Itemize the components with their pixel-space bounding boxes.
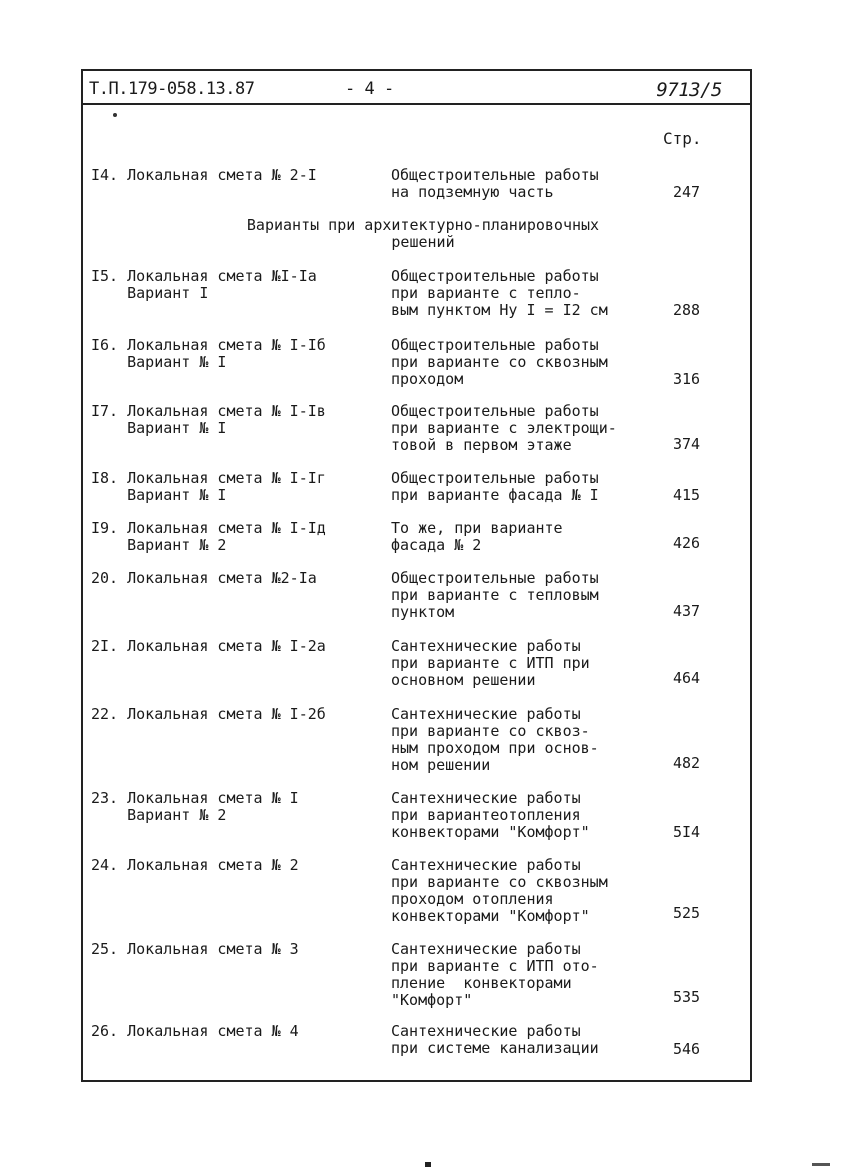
entry-page: 415 [673, 486, 701, 504]
margin-dot [113, 113, 117, 117]
page-column-header: Стр. [663, 129, 702, 148]
entry-name: 24. Локальная смета № 2 [91, 856, 299, 874]
entry-name: 25. Локальная смета № 3 [91, 940, 299, 958]
entry-name: 23. Локальная смета № I Вариант № 2 [91, 789, 299, 824]
entry-desc: Общестроительные работы при варианте со сквозным проходом [391, 336, 608, 388]
entry-page: 535 [673, 988, 701, 1006]
entry-desc: Сантехнические работы при варианте с ИТП ото- пление конвекторами "Комфорт" [391, 940, 599, 1009]
entry-page: 525 [673, 904, 701, 922]
entry-page: 5I4 [673, 823, 701, 841]
entry-page: 546 [673, 1040, 701, 1058]
scan-mark [425, 1162, 431, 1167]
entry-desc: Сантехнические работы при варианте с ИТП при основном решении [391, 637, 590, 689]
entry-desc: Сантехнические работы при системе канализации [391, 1022, 599, 1057]
entry-page: 437 [673, 602, 701, 620]
entry-page: 316 [673, 370, 701, 388]
entry-desc: Общестроительные работы при варианте с электрощи- товой в первом этаже [391, 402, 617, 454]
entry-page: 426 [673, 534, 701, 552]
entry-name: I7. Локальная смета № I-Iв Вариант № I [91, 402, 326, 437]
entry-name: 26. Локальная смета № 4 [91, 1022, 299, 1040]
entry-name: 20. Локальная смета №2-Iа [91, 569, 317, 587]
page-frame [81, 69, 752, 1082]
entry-desc: Сантехнические работы при варианте со сквозным проходом отопления конвекторами "Комфорт" [391, 856, 608, 925]
entry-desc: Сантехнические работы при вариантеотопления конвекторами "Комфорт" [391, 789, 590, 841]
entry-name: I4. Локальная смета № 2-I [91, 166, 317, 184]
entry-desc: Общестроительные работы на подземную часть [391, 166, 599, 201]
entry-page: 464 [673, 669, 701, 687]
entry-name: I6. Локальная смета № I-Iб Вариант № I [91, 336, 326, 371]
entry-page: 247 [673, 183, 701, 201]
entry-name: 2I. Локальная смета № I-2а [91, 637, 326, 655]
page-number: - 4 - [345, 79, 394, 99]
entry-page: 288 [673, 301, 701, 319]
entry-desc: То же, при варианте фасада № 2 [391, 519, 563, 554]
entry-page: 374 [673, 435, 701, 453]
scan-mark [812, 1163, 830, 1166]
entry-name: I8. Локальная смета № I-Iг Вариант № I [91, 469, 326, 504]
entry-desc: Сантехнические работы при варианте со сквоз- ным проходом при основ- ном решении [391, 705, 599, 774]
entry-name: I5. Локальная смета №I-Iа Вариант I [91, 267, 317, 302]
section-title: Варианты при архитектурно-планировочных решений [246, 216, 600, 251]
entry-desc: Общестроительные работы при варианте фасада № I [391, 469, 599, 504]
entry-page: 482 [673, 754, 701, 772]
header-divider [83, 103, 750, 105]
document-code: Т.П.179-058.13.87 [89, 79, 255, 99]
entry-desc: Общестроительные работы при варианте с тепловым пунктом [391, 569, 599, 621]
entry-desc: Общестроительные работы при варианте с тепло- вым пунктом Ну I = I2 см [391, 267, 608, 319]
document-ref: 9713/5 [656, 79, 722, 101]
entry-name: 22. Локальная смета № I-2б [91, 705, 326, 723]
entry-name: I9. Локальная смета № I-Iд Вариант № 2 [91, 519, 326, 554]
